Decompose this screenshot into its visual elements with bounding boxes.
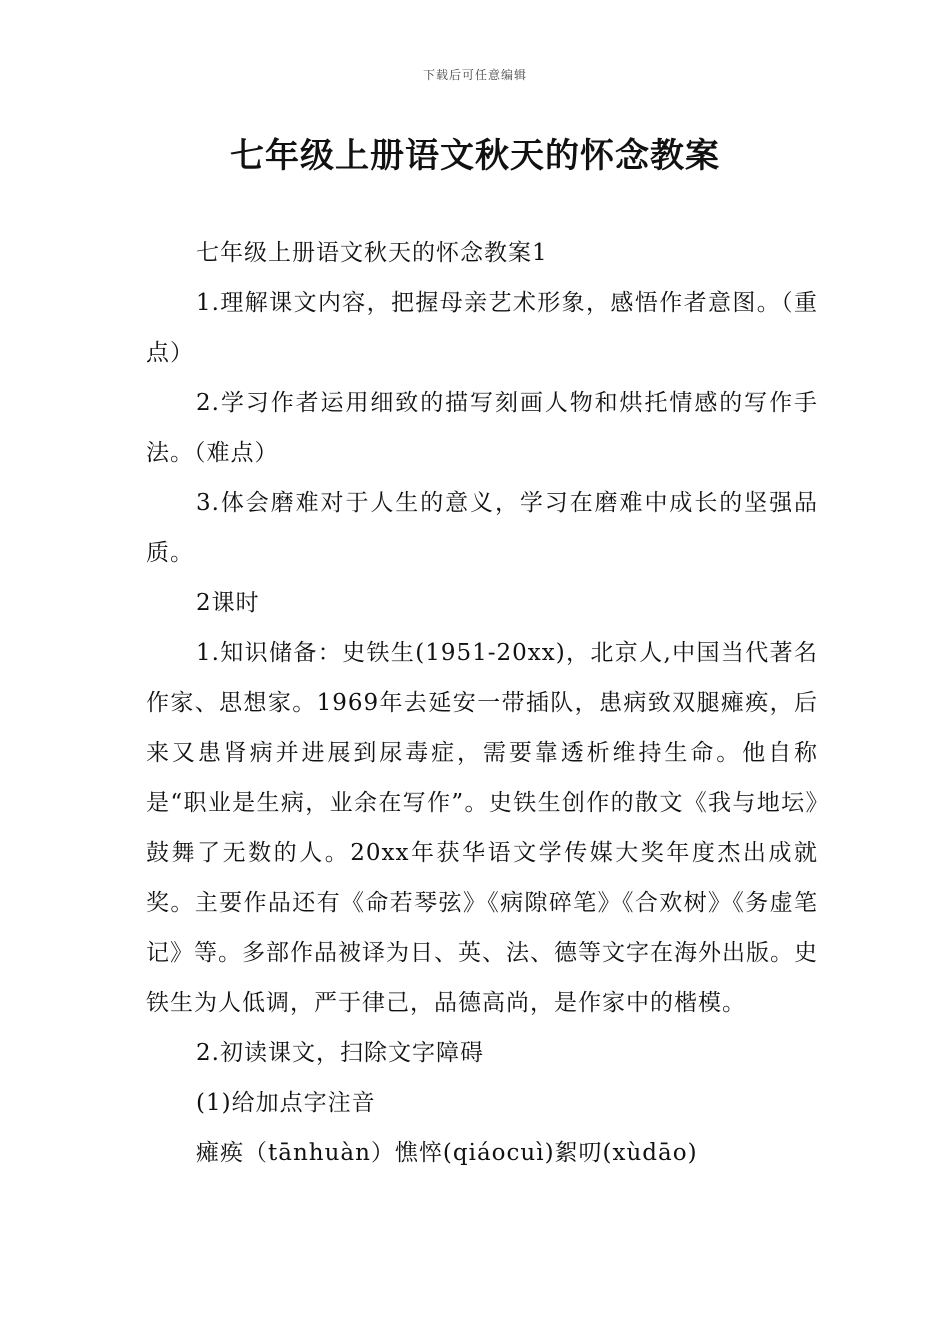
header-note: 下载后可任意编辑 (422, 68, 527, 82)
pinyin-annotations: 瘫痪（tānhuàn）憔悴(qiáocuì)絮叨(xùdāo) (196, 1140, 698, 1166)
subtask-1-heading: (1)给加点字注音 (196, 1090, 376, 1116)
class-hours: 2课时 (196, 590, 260, 616)
objective-3: 3.体会磨难对于人生的意义，学习在磨难中成长的坚强品质。 (146, 490, 818, 566)
document-title: 七年级上册语文秋天的怀念教案 (230, 136, 720, 176)
author-background: 1.知识储备：史铁生(1951-20xx)，北京人,中国当代著名作家、思想家。1969年去延安一带插队，患病致双腿瘫痪，后来又患肾病并进展到尿毒症，需要靠透析维持生命。他自称是“职业是生病，业余在写作”。史铁生创作的散文《我与地坛》鼓舞了无数的人。20xx年获华语文学传媒大奖年度杰出成就奖。主要作品还有《命若琴弦》《病隙碎笔》《合欢树》《务虚笔记》等。多部作品被译为日、英、法、德等文字在海外出版。史铁生为人低调，严于律己，品德高尚，是作家中的楷模。 (146, 640, 818, 1016)
objective-2: 2.学习作者运用细致的描写刻画人物和烘托情感的写作手法。（难点） (146, 390, 818, 466)
section-heading: 七年级上册语文秋天的怀念教案1 (196, 240, 548, 266)
objective-1: 1.理解课文内容，把握母亲艺术形象，感悟作者意图。（重点） (146, 290, 818, 366)
step-2-heading: 2.初读课文，扫除文字障碍 (196, 1040, 484, 1066)
document-body (146, 228, 818, 1178)
